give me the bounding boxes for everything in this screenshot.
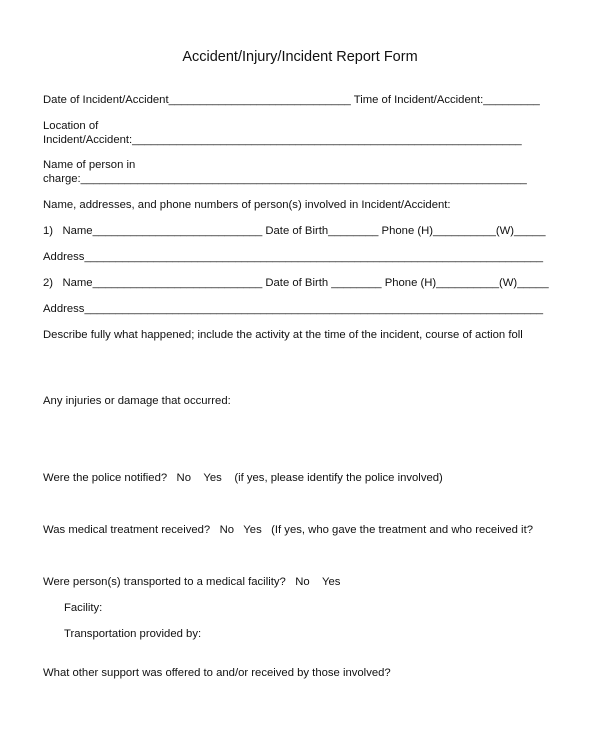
person-2-address-line: Address_________________________________________________________________________ xyxy=(43,303,544,315)
transportation-provider-label: Transportation provided by: xyxy=(64,628,202,640)
date-time-field-line: Date of Incident/Accident_____________________________ Time of Incident/Accident:_________ xyxy=(43,94,540,106)
describe-question: Describe fully what happened; include the activity at the time of the incident, course of action foll xyxy=(43,329,523,341)
person-1-address-line: Address_________________________________________________________________________ xyxy=(43,251,544,263)
medical-question: Was medical treatment received? No Yes (If yes, who gave the treatment and who received it? xyxy=(43,524,533,536)
person-in-charge-label: Name of person in xyxy=(43,159,136,171)
transport-question: Were person(s) transported to a medical facility? No Yes xyxy=(43,576,341,588)
involved-persons-heading: Name, addresses, and phone numbers of person(s) involved in Incident/Accident: xyxy=(43,199,451,211)
police-question: Were the police notified? No Yes (if yes, please identify the police involved) xyxy=(43,472,443,484)
location-field-line: Incident/Accident:______________________________________________________________ xyxy=(43,134,522,146)
person-in-charge-field-line: charge:_______________________________________________________________________ xyxy=(43,173,527,185)
facility-label: Facility: xyxy=(64,602,103,614)
support-question: What other support was offered to and/or received by those involved? xyxy=(43,667,391,679)
form-title: Accident/Injury/Incident Report Form xyxy=(182,49,418,65)
person-1-details-line: 1) Name___________________________ Date of Birth________ Phone (H)__________(W)_____ xyxy=(43,225,546,237)
injuries-question: Any injuries or damage that occurred: xyxy=(43,395,231,407)
person-2-details-line: 2) Name___________________________ Date of Birth ________ Phone (H)__________(W)_____ xyxy=(43,277,549,289)
location-label: Location of xyxy=(43,120,99,132)
